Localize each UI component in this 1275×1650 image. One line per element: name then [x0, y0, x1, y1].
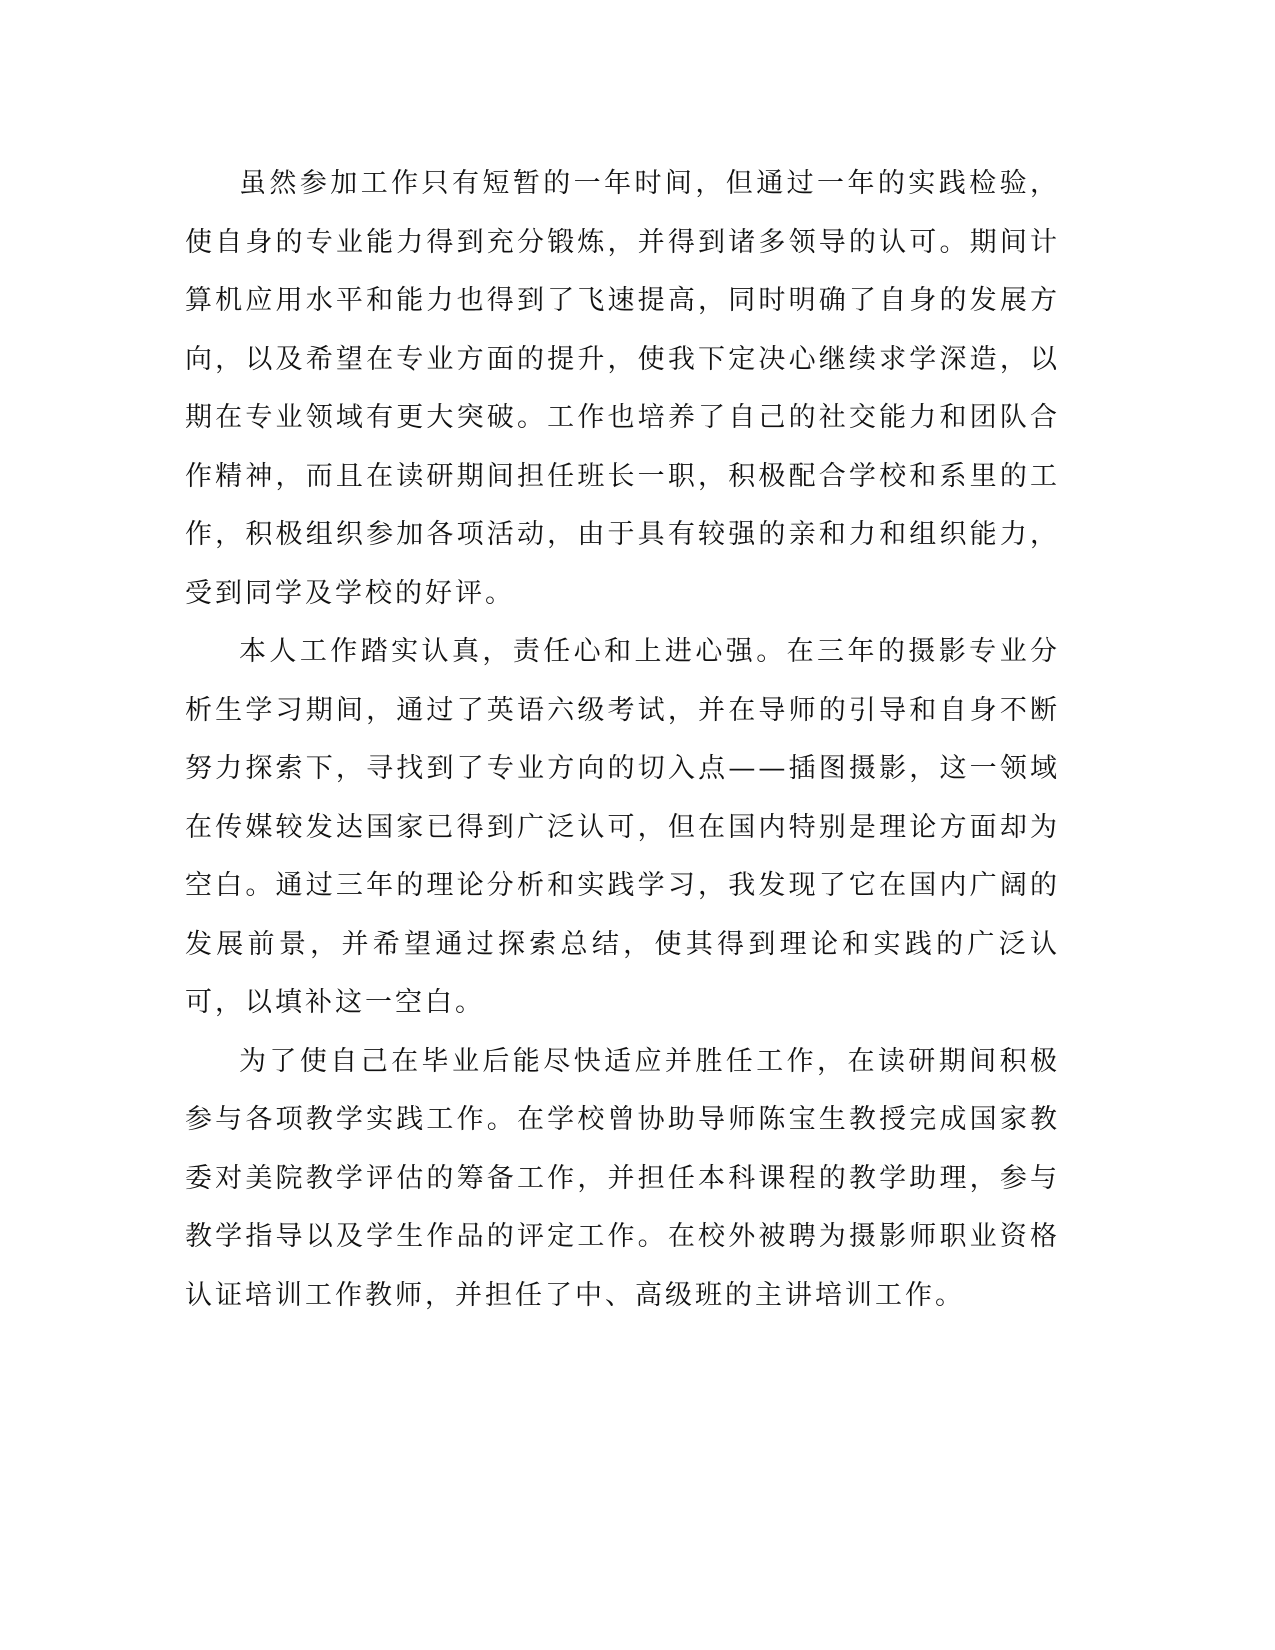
- paragraph-teaching-practice: 为了使自己在毕业后能尽快适应并胜任工作，在读研期间积极参与各项教学实践工作。在学校曾协助导师陈宝生教授完成国家教委对美院教学评估的筹备工作，并担任本科课程的教学助理，参与教学指导以及学生作品的评定工作。在校外被聘为摄影师职业资格认证培训工作教师，并担任了中、高级班的主讲培训工作。: [185, 1045, 1060, 1311]
- document-body: [185, 155, 1060, 1325]
- paragraph-work-experience: 虽然参加工作只有短暂的一年时间，但通过一年的实践检验，使自身的专业能力得到充分锻炼，并得到诸多领导的认可。期间计算机应用水平和能力也得到了飞速提高，同时明确了自身的发展方向，以及希望在专业方面的提升，使我下定决心继续求学深造，以期在专业领域有更大突破。工作也培养了自己的社交能力和团队合作精神，而且在读研期间担任班长一职，积极配合学校和系里的工作，积极组织参加各项活动，由于具有较强的亲和力和组织能力，受到同学及学校的好评。: [185, 168, 1060, 609]
- paragraph-study-experience: 本人工作踏实认真，责任心和上进心强。在三年的摄影专业分析生学习期间，通过了英语六级考试，并在导师的引导和自身不断努力探索下，寻找到了专业方向的切入点——插图摄影，这一领域在传媒较发达国家已得到广泛认可，但在国内特别是理论方面却为空白。通过三年的理论分析和实践学习，我发现了它在国内广阔的发展前景，并希望通过探索总结，使其得到理论和实践的广泛认可，以填补这一空白。: [185, 636, 1060, 1018]
